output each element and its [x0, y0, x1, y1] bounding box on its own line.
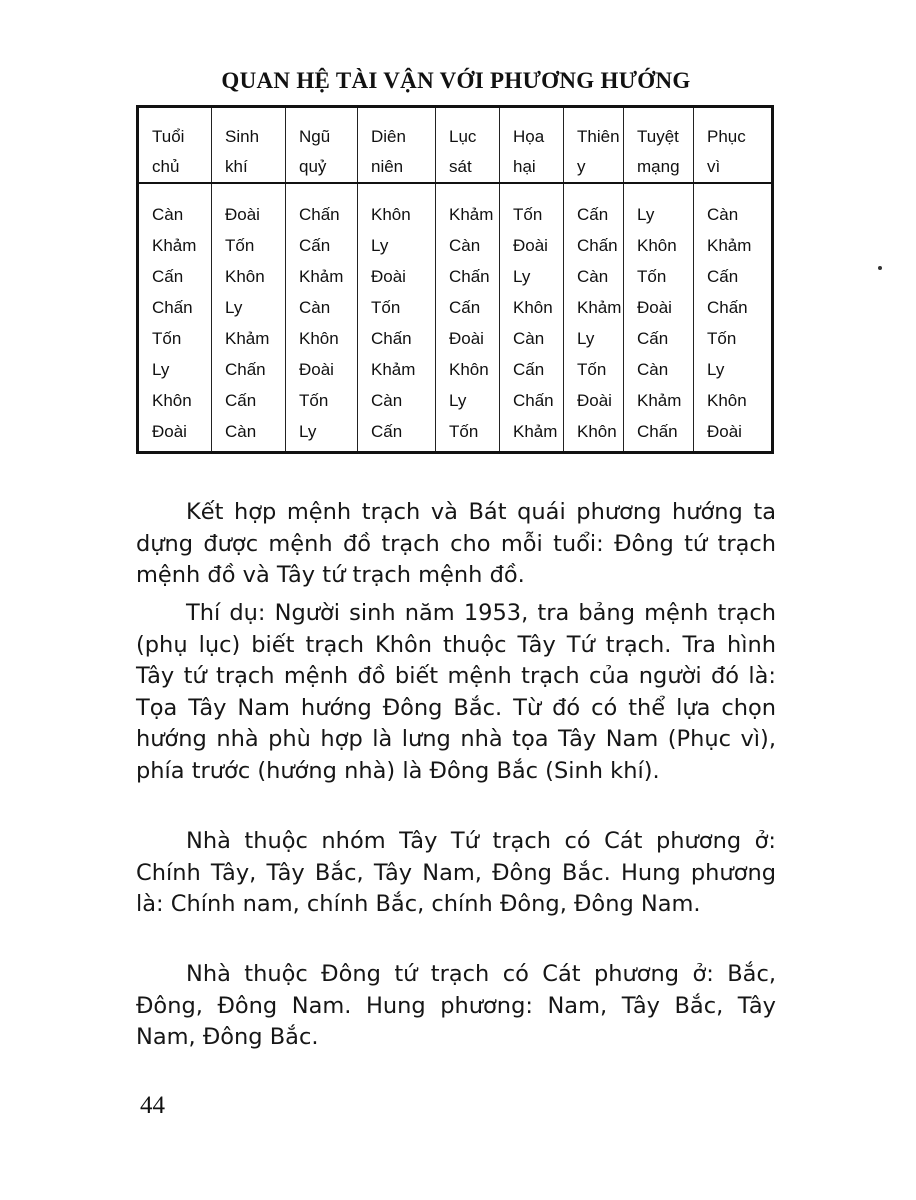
table-cell: Khôn	[225, 267, 265, 286]
table-cell: Chấn	[707, 298, 748, 317]
table-cell: Khảm	[637, 391, 682, 410]
table-cell: Tốn	[637, 267, 667, 286]
table-cell: Khảm	[577, 298, 622, 317]
paragraph-ket-hop: Kết hợp mệnh trạch và Bát quái phương hướng ta dựng được mệnh đồ trạch cho mỗi tuổi: Đông tứ trạch mệnh đồ và Tây tứ trạch mệnh đồ.	[136, 499, 776, 588]
table-header-row	[138, 107, 773, 184]
table-cell: Càn	[371, 391, 403, 410]
table-cell: Khôn	[449, 360, 489, 379]
scan-speck	[878, 266, 882, 270]
table-cell: Càn	[152, 205, 184, 224]
table-cell: Ly	[577, 329, 595, 348]
table-cell: Cấn	[449, 298, 481, 317]
table-cell: Tốn	[577, 360, 607, 379]
table-cell: Chấn	[449, 267, 490, 286]
table-cell: Cấn	[225, 391, 257, 410]
table-cell: Đoài	[449, 329, 484, 348]
table-cell: Khôn	[577, 422, 617, 441]
table-cell: Ly	[707, 360, 725, 379]
column-tuyet-mang	[624, 183, 694, 453]
table-cell: Ly	[225, 298, 243, 317]
paragraph-dong-tu-trach: Nhà thuộc Đông tứ trạch có Cát phương ở: Bắc, Đông, Đông Nam. Hung phương: Nam, Tây Bắc, Tây Nam, Đông Bắc.	[136, 961, 776, 1050]
direction-table	[136, 105, 774, 454]
table-cell: Càn	[449, 236, 481, 255]
table-cell: Khảm	[225, 329, 270, 348]
table-cell: Càn	[225, 422, 257, 441]
table-cell: Chấn	[371, 329, 412, 348]
table-cell: Đoài	[371, 267, 406, 286]
table-cell: Đoài	[637, 298, 672, 317]
table-cell: Cấn	[707, 267, 739, 286]
paragraph-thi-du: Thí dụ: Người sinh năm 1953, tra bảng mệnh trạch (phụ lục) biết trạch Khôn thuộc Tây Tứ trạch. Tra hình Tây tứ trạch mệnh đồ biết mệnh trạch của người đó là: Tọa Tây Nam hướng Đông Bắc. Từ đó có thể lựa chọn hướng nhà phù hợp là lưng nhà tọa Tây Nam (Phục vì), phía trước (hướng nhà) là Đông Bắc (Sinh khí).	[136, 600, 776, 784]
table-cell: Khôn	[299, 329, 339, 348]
column-hoa-hai	[500, 183, 564, 453]
table-cell: Khảm	[513, 422, 558, 441]
table-cell: Khảm	[707, 236, 752, 255]
header-thien-y: Thiên y	[564, 107, 624, 184]
table-cell: Đoài	[707, 422, 742, 441]
column-sinh-khi	[212, 183, 286, 453]
table-cell: Khảm	[371, 360, 416, 379]
table-cell: Đoài	[152, 422, 187, 441]
table-cell: Ly	[513, 267, 531, 286]
header-dien-nien: Diên niên	[358, 107, 436, 184]
table-cell: Tốn	[225, 236, 255, 255]
table-cell: Ly	[152, 360, 170, 379]
table-cell: Tốn	[449, 422, 479, 441]
table-cell: Khôn	[637, 236, 677, 255]
header-sinh-khi: Sinh khí	[212, 107, 286, 184]
table-cell: Chấn	[299, 205, 340, 224]
page-number: 44	[140, 1092, 165, 1119]
table-cell: Cấn	[299, 236, 331, 255]
table-cell: Chấn	[637, 422, 678, 441]
table-cell: Đoài	[513, 236, 548, 255]
table-cell: Tốn	[299, 391, 329, 410]
table-row	[138, 183, 773, 453]
table-cell: Khôn	[152, 391, 192, 410]
table-cell: Khảm	[299, 267, 344, 286]
table-cell: Chấn	[225, 360, 266, 379]
table-cell: Khôn	[371, 205, 411, 224]
table-cell: Càn	[299, 298, 331, 317]
table-cell: Khảm	[449, 205, 494, 224]
header-tuoi-chu: Tuổi chủ	[138, 107, 212, 184]
table-cell: Càn	[577, 267, 609, 286]
header-luc-sat: Lục sát	[436, 107, 500, 184]
header-phuc-vi: Phục vì	[694, 107, 773, 184]
table-cell: Ly	[371, 236, 389, 255]
table-cell: Khôn	[513, 298, 553, 317]
table-cell: Tốn	[707, 329, 737, 348]
table-cell: Cấn	[152, 267, 184, 286]
table-cell: Đoài	[577, 391, 612, 410]
table-cell: Đoài	[299, 360, 334, 379]
table-cell: Tốn	[152, 329, 182, 348]
paragraph-tay-tu-trach: Nhà thuộc nhóm Tây Tứ trạch có Cát phương ở: Chính Tây, Tây Bắc, Tây Nam, Đông Bắc. Hung phương là: Chính nam, chính Bắc, chính Đông, Đông Nam.	[136, 828, 776, 917]
table-cell: Khảm	[152, 236, 197, 255]
table-cell: Chấn	[577, 236, 618, 255]
table-cell: Khôn	[707, 391, 747, 410]
column-phuc-vi	[694, 183, 773, 453]
column-dien-nien	[358, 183, 436, 453]
section-title: QUAN HỆ TÀI VẬN VỚI PHƯƠNG HƯỚNG	[221, 68, 691, 93]
table-cell: Càn	[637, 360, 669, 379]
column-ngu-quy	[286, 183, 358, 453]
table-cell: Ly	[299, 422, 317, 441]
header-hoa-hai: Họa hại	[500, 107, 564, 184]
table-cell: Ly	[449, 391, 467, 410]
table-cell: Càn	[513, 329, 545, 348]
column-luc-sat	[436, 183, 500, 453]
table-cell: Cấn	[371, 422, 403, 441]
table-cell: Cấn	[637, 329, 669, 348]
column-thien-y	[564, 183, 624, 453]
table-cell: Chấn	[513, 391, 554, 410]
table-cell: Cấn	[513, 360, 545, 379]
table-cell: Tốn	[371, 298, 401, 317]
table-cell: Chấn	[152, 298, 193, 317]
header-ngu-quy: Ngũ quỷ	[286, 107, 358, 184]
column-tuoi-chu	[138, 183, 212, 453]
table-cell: Tốn	[513, 205, 543, 224]
table-cell: Càn	[707, 205, 739, 224]
table-cell: Ly	[637, 205, 655, 224]
table-cell: Cấn	[577, 205, 609, 224]
table-cell: Đoài	[225, 205, 260, 224]
header-tuyet-mang: Tuyệt mạng	[624, 107, 694, 184]
